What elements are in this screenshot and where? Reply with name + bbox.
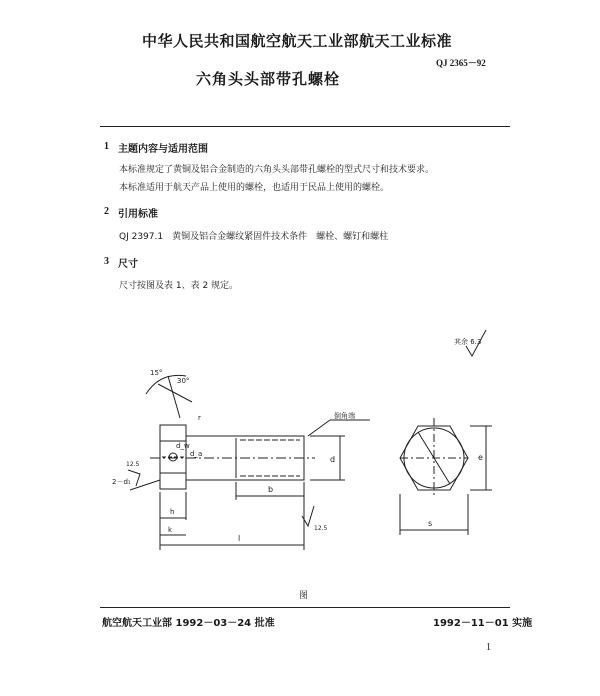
section-1-title: 主题内容与适用范围 [118, 144, 208, 155]
roughness-left: 12.5 [126, 461, 140, 468]
section-3-line-1: 尺寸按图及表 1、表 2 规定。 [119, 281, 239, 291]
section-1-line-2: 本标准适用于航天产品上使用的螺栓，也适用于民品上使用的螺栓。 [119, 183, 390, 193]
page-number: 1 [486, 642, 491, 653]
label-s: s [428, 519, 433, 528]
label-b: b [268, 485, 274, 494]
surface-note: 其余 6.3 [454, 338, 482, 346]
label-e: e [478, 453, 483, 462]
roughness-bottom: 12.5 [314, 525, 328, 532]
angle-right-label: 30° [177, 377, 190, 385]
label-dw: d_w [176, 442, 190, 450]
figure-caption: 图 [299, 591, 309, 601]
section-2-number: 2 [104, 206, 109, 217]
approval-note: 航空航天工业部 1992－03－24 批准 [102, 618, 275, 629]
hole-note: 2－d₁ [112, 478, 131, 486]
label-l: l [238, 534, 241, 543]
label-k: k [168, 526, 173, 534]
chamfer-note: 倒角端 [334, 412, 355, 420]
section-2-title: 引用标准 [118, 209, 158, 220]
document-title: 六角头头部带孔螺栓 [196, 70, 341, 88]
label-h: h [170, 508, 175, 516]
angle-top-label: 15° [150, 369, 163, 377]
footer-rule [100, 607, 510, 608]
label-d: d [330, 455, 336, 464]
standard-code: QJ 2365－92 [436, 58, 486, 68]
effective-date: 1992－11－01 实施 [433, 618, 533, 629]
section-1-number: 1 [104, 141, 109, 152]
section-1-line-1: 本标准规定了黄铜及铝合金制造的六角头头部带孔螺栓的型式尺寸和技术要求。 [119, 165, 435, 175]
section-2-line-1: QJ 2397.1 黄铜及铝合金螺纹紧固件技术条件 螺栓、螺钉和螺柱 [119, 232, 389, 242]
section-3-title: 尺寸 [118, 259, 138, 270]
section-3-number: 3 [104, 256, 109, 267]
label-r: r [198, 414, 201, 422]
label-da: d_a [190, 450, 203, 458]
org-title: 中华人民共和国航空航天工业部航天工业标准 [142, 32, 453, 50]
